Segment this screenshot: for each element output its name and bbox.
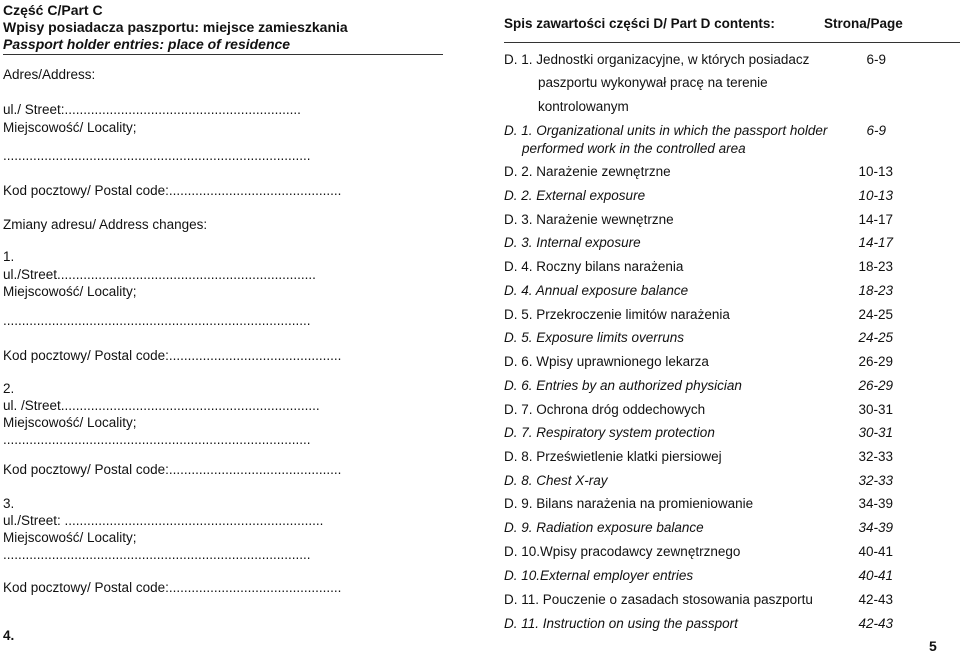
toc-entry-text: D. 4. Annual exposure balance: [504, 283, 689, 298]
toc-entry-text: paszportu wykonywał pracę na terenie: [538, 75, 768, 90]
change-1-dots: ..................................................................................: [3, 313, 311, 328]
toc-entry-text: D. 10.Wpisy pracodawcy zewnętrznego: [504, 544, 741, 559]
title-underline: [3, 54, 443, 55]
toc-entry-page: 42-43: [858, 616, 893, 631]
toc-entry-page: 40-41: [858, 568, 893, 583]
toc-entry-page: 18-23: [858, 259, 893, 274]
toc-entry-text: D. 3. Narażenie wewnętrzne: [504, 212, 674, 227]
part-c-subtitle-en: Passport holder entries: place of residence: [3, 36, 291, 52]
locality-dots: ..................................................................................: [3, 148, 311, 163]
toc-entry-page: 6-9: [866, 52, 886, 67]
toc-entry-page: 10-13: [858, 164, 893, 179]
part-c-title: Część C/Part C: [3, 2, 103, 18]
contents-header-title: Spis zawartości części D/ Part D contents:: [504, 16, 775, 31]
toc-entry-text: D. 2. Narażenie zewnętrzne: [504, 164, 671, 179]
toc-entry-text: D. 7. Respiratory system protection: [504, 425, 715, 440]
toc-entry-page: 6-9: [866, 123, 886, 138]
change-2-dots: ..................................................................................: [3, 432, 311, 447]
change-1-postal: Kod pocztowy/ Postal code:..............................................: [3, 348, 342, 363]
change-1-street: ul./Street.....................................................................: [3, 267, 316, 282]
toc-entry-text: performed work in the controlled area: [522, 141, 746, 156]
change-2-street: ul. /Street.....................................................................: [3, 398, 320, 413]
toc-entry-text: D. 6. Wpisy uprawnionego lekarza: [504, 354, 709, 369]
change-4-number: 4.: [3, 628, 15, 643]
change-3-street: ul./Street: .....................................................................: [3, 513, 324, 528]
change-3-locality: Miejscowość/ Locality;: [3, 530, 137, 545]
toc-entry-text: D. 3. Internal exposure: [504, 235, 641, 250]
postal-code-field: Kod pocztowy/ Postal code:..............................................: [3, 183, 342, 198]
toc-entry-text: D. 4. Roczny bilans narażenia: [504, 259, 684, 274]
toc-entry-text: D. 6. Entries by an authorized physician: [504, 378, 742, 393]
toc-entry-text: D. 1. Organizational units in which the passport holder: [504, 123, 828, 138]
page-number: 5: [929, 638, 937, 654]
change-3-postal: Kod pocztowy/ Postal code:..............................................: [3, 580, 342, 595]
toc-entry-page: 30-31: [858, 402, 893, 417]
part-c-subtitle-pl: Wpisy posiadacza paszportu: miejsce zamieszkania: [3, 19, 348, 35]
toc-entry-page: 30-31: [858, 425, 893, 440]
toc-entry-page: 24-25: [858, 307, 893, 322]
change-2-number: 2.: [3, 381, 15, 396]
change-3-number: 3.: [3, 496, 15, 511]
toc-entry-text: D. 9. Bilans narażenia na promieniowanie: [504, 496, 754, 511]
toc-entry-text: D. 5. Exposure limits overruns: [504, 330, 685, 345]
toc-entry-page: 42-43: [858, 592, 893, 607]
address-changes-label: Zmiany adresu/ Address changes:: [3, 217, 208, 232]
toc-entry-text: D. 2. External exposure: [504, 188, 646, 203]
toc-entry-page: 18-23: [858, 283, 893, 298]
locality-field: Miejscowość/ Locality;: [3, 120, 137, 135]
change-2-locality: Miejscowość/ Locality;: [3, 415, 137, 430]
toc-entry-text: D. 7. Ochrona dróg oddechowych: [504, 402, 706, 417]
contents-header-rule: [504, 42, 960, 43]
toc-entry-text: D. 8. Chest X-ray: [504, 473, 608, 488]
toc-entry-text: D. 11. Instruction on using the passport: [504, 616, 738, 631]
toc-entry-text: D. 9. Radiation exposure balance: [504, 520, 704, 535]
toc-entry-page: 14-17: [858, 235, 893, 250]
change-1-number: 1.: [3, 249, 15, 264]
contents-header-page: Strona/Page: [824, 16, 903, 31]
toc-entry-page: 10-13: [858, 188, 893, 203]
toc-entry-page: 32-33: [858, 449, 893, 464]
toc-entry-page: 32-33: [858, 473, 893, 488]
toc-entry-page: 34-39: [858, 496, 893, 511]
toc-entry-page: 26-29: [858, 354, 893, 369]
address-label: Adres/Address:: [3, 67, 96, 82]
change-1-locality: Miejscowość/ Locality;: [3, 284, 137, 299]
toc-entry-text: D. 11. Pouczenie o zasadach stosowania paszportu: [504, 592, 813, 607]
street-field: ul./ Street:...............................................................: [3, 102, 301, 117]
toc-entry-page: 40-41: [858, 544, 893, 559]
toc-entry-text: kontrolowanym: [538, 99, 629, 114]
toc-entry-page: 26-29: [858, 378, 893, 393]
toc-entry-page: 34-39: [858, 520, 893, 535]
toc-entry-text: D. 5. Przekroczenie limitów narażenia: [504, 307, 730, 322]
toc-entry-text: D. 1. Jednostki organizacyjne, w których posiadacz: [504, 52, 810, 67]
toc-entry-page: 24-25: [858, 330, 893, 345]
toc-entry-text: D. 8. Prześwietlenie klatki piersiowej: [504, 449, 722, 464]
toc-entry-text: D. 10.External employer entries: [504, 568, 694, 583]
change-3-dots: ..................................................................................: [3, 547, 311, 562]
toc-entry-page: 14-17: [858, 212, 893, 227]
change-2-postal: Kod pocztowy/ Postal code:..............................................: [3, 462, 342, 477]
